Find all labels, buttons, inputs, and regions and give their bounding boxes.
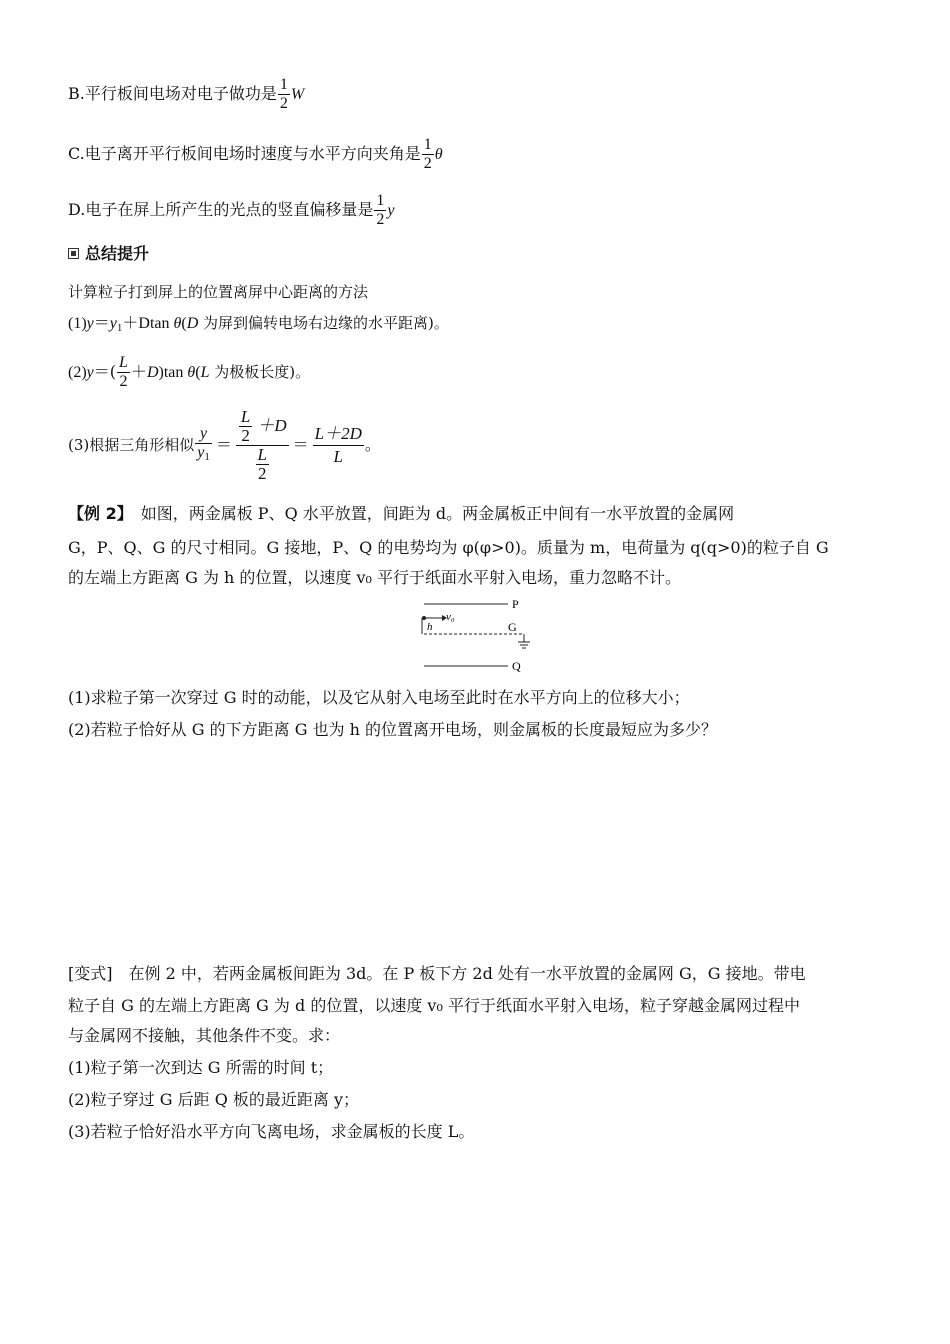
equals: ＝ <box>292 435 309 454</box>
grid-g-label: G <box>508 620 517 634</box>
h-label: h <box>427 621 433 633</box>
example2-line3: 的左端上方距离 G 为 h 的位置，以速度 v₀ 平行于纸面水平射入电场，重力忽略不计。 <box>68 568 682 587</box>
option-c-text: C.电子离开平行板间电场时速度与水平方向夹角是 <box>68 144 421 163</box>
numerator: L <box>257 444 267 464</box>
compound-denominator <box>236 446 289 483</box>
plus-d: ＋D <box>257 416 287 435</box>
example2-q2: (2)若粒子恰好从 G 的下方距离 G 也为 h 的位置离开电场，则金属板的长度最短应为多少？ <box>68 720 718 739</box>
compound-fraction <box>236 408 289 483</box>
variant-line1 <box>68 962 806 986</box>
var-d: D <box>146 364 159 381</box>
variant-line3: 与金属网不接触，其他条件不变。求： <box>68 1026 341 1045</box>
option-b <box>68 76 304 113</box>
summary-intro: 计算粒子打到屏上的位置离屏中心距离的方法 <box>68 283 369 301</box>
plus: ＋ <box>130 362 147 381</box>
example2-q1: (1)求粒子第一次穿过 G 时的动能，以及它从射入电场至此时在水平方向上的位移大小； <box>68 688 690 707</box>
numerator: L <box>119 354 128 371</box>
plate-p-label: P <box>512 597 519 611</box>
theta: θ <box>187 364 196 381</box>
example2-line2: G，P、Q、G 的尺寸相同。G 接地，P、Q 的电势均为 φ(φ>0)。质量为 m，电荷量为 q(q>0)的粒子自 G <box>68 538 829 557</box>
square-bullet-icon <box>68 248 79 259</box>
formula-1 <box>68 311 449 340</box>
text: 在例 2 中，若两金属板间距为 3d。在 P 板下方 2d 处有一水平放置的金属网 G，G 接地。带电 <box>112 964 806 983</box>
inner-fraction <box>256 446 269 483</box>
numerator: L＋2D <box>313 423 364 446</box>
denominator: 2 <box>119 373 128 390</box>
result-fraction <box>313 423 364 468</box>
denominator: 2 <box>423 155 432 172</box>
numerator: L <box>240 406 251 426</box>
term: ＋Dtan <box>122 315 174 332</box>
theta: θ <box>173 315 182 332</box>
inner-fraction <box>239 408 252 445</box>
numerator: 1 <box>376 192 385 209</box>
label: (1) <box>68 315 87 332</box>
denominator: 2 <box>376 211 385 228</box>
option-d <box>68 192 394 229</box>
var-y: y <box>86 364 94 381</box>
note: 为极板长度)。 <box>209 363 311 381</box>
denominator <box>195 444 212 466</box>
variant-q1: (1)粒子第一次到达 G 所需的时间 t； <box>68 1058 334 1077</box>
summary-heading-text: 总结提升 <box>85 244 150 263</box>
numerator: 1 <box>423 136 432 153</box>
variant-q2: (2)粒子穿过 G 后距 Q 板的最近距离 y； <box>68 1090 360 1109</box>
fraction <box>278 76 290 113</box>
v0-label: v₀ <box>446 611 455 623</box>
denominator: 2 <box>241 425 250 445</box>
denominator: L <box>333 446 343 466</box>
term: )tan <box>158 364 188 381</box>
numerator: y <box>195 425 212 444</box>
plate-q-label: Q <box>512 659 521 673</box>
equals: ＝ <box>215 435 232 454</box>
var-d: D <box>186 315 199 332</box>
option-b-text: B.平行板间电场对电子做功是 <box>68 84 277 103</box>
fraction <box>117 354 130 391</box>
symbol: y <box>387 202 395 219</box>
variant-q3: (3)若粒子恰好沿水平方向飞离电场，求金属板的长度 L。 <box>68 1122 475 1141</box>
example-tag: 【例 2】 <box>68 504 125 523</box>
variant-tag: [变式] <box>68 964 113 983</box>
fraction-y-y1 <box>195 425 212 466</box>
denominator: 2 <box>258 463 267 483</box>
option-d-text: D.电子在屏上所产生的光点的竖直偏移量是 <box>68 200 374 219</box>
label: (2) <box>68 364 87 381</box>
subscript: 1 <box>204 450 210 463</box>
fraction <box>422 136 434 173</box>
formula-2 <box>68 354 310 391</box>
symbol: W <box>290 86 305 103</box>
symbol: θ <box>434 146 443 163</box>
var-y: y <box>86 315 94 332</box>
var-l: L <box>200 364 210 381</box>
var-y: y <box>197 443 205 461</box>
note: 为屏到偏转电场右边缘的水平距离)。 <box>198 314 449 332</box>
plates-figure <box>412 596 552 676</box>
numerator: 1 <box>279 76 288 93</box>
subscript: 1 <box>116 322 123 334</box>
variant-line2: 粒子自 G 的左端上方距离 G 为 d 的位置，以速度 v₀ 平行于纸面水平射入电场，粒子穿越金属网过程中 <box>68 996 800 1015</box>
label: (3)根据三角形相似 <box>68 436 195 454</box>
equals: ＝ <box>93 313 110 332</box>
paren: ( <box>181 315 187 332</box>
fraction <box>374 192 386 229</box>
var-y1: y <box>109 315 117 332</box>
formula-3 <box>68 400 381 490</box>
paren: ( <box>195 364 201 381</box>
text: 如图，两金属板 P、Q 水平放置，间距为 d。两金属板正中间有一水平放置的金属网 <box>124 504 735 523</box>
equals: ＝( <box>93 362 117 381</box>
period: 。 <box>364 435 381 454</box>
option-c <box>68 136 443 173</box>
denominator: 2 <box>279 95 288 112</box>
compound-numerator <box>236 408 289 446</box>
example2-line1 <box>68 502 734 526</box>
summary-heading <box>68 242 149 266</box>
